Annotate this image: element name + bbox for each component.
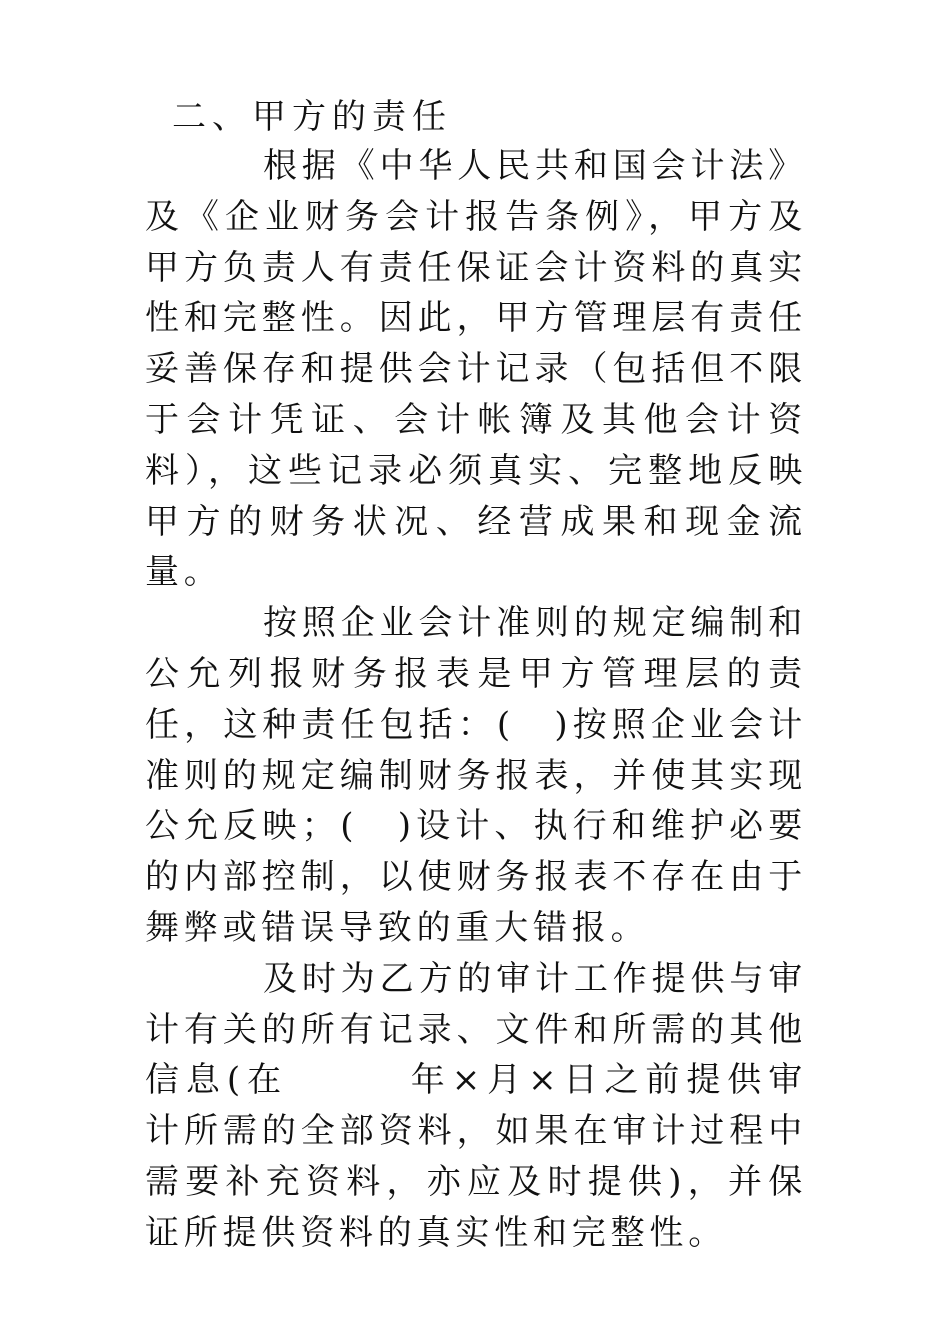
document-body xyxy=(145,141,807,1259)
paragraph-financial-statements: 按照企业会计准则的规定编制和公允列报财务报表是甲方管理层的责任，这种责任包括：( )按照企业会计准则的规定编制财务报表，并使其实现公允反映；( )设计、执行和维护必要的内部控制，以使财务报表不存在由于舞弊或错误导致的重大错报。 xyxy=(145,603,807,948)
paragraph-accounting-records: 根据《中华人民共和国会计法》及《企业财务会计报告条例》，甲方及甲方负责人有责任保证会计资料的真实性和完整性。因此，甲方管理层有责任妥善保存和提供会计记录（包括但不限于会计凭证、会计帐簿及其他会计资料），这些记录必须真实、完整地反映甲方的财务状况、经营成果和现金流量。 xyxy=(145,146,807,593)
paragraph-audit-information: 及时为乙方的审计工作提供与审计有关的所有记录、文件和所需的其他信息(在 年×月×日之前提供审计所需的全部资料，如果在审计过程中需要补充资料，亦应及时提供)，并保证所提供资料的真实性和完整性。 xyxy=(145,958,807,1253)
section-heading: 二、甲方的责任 xyxy=(172,97,452,137)
